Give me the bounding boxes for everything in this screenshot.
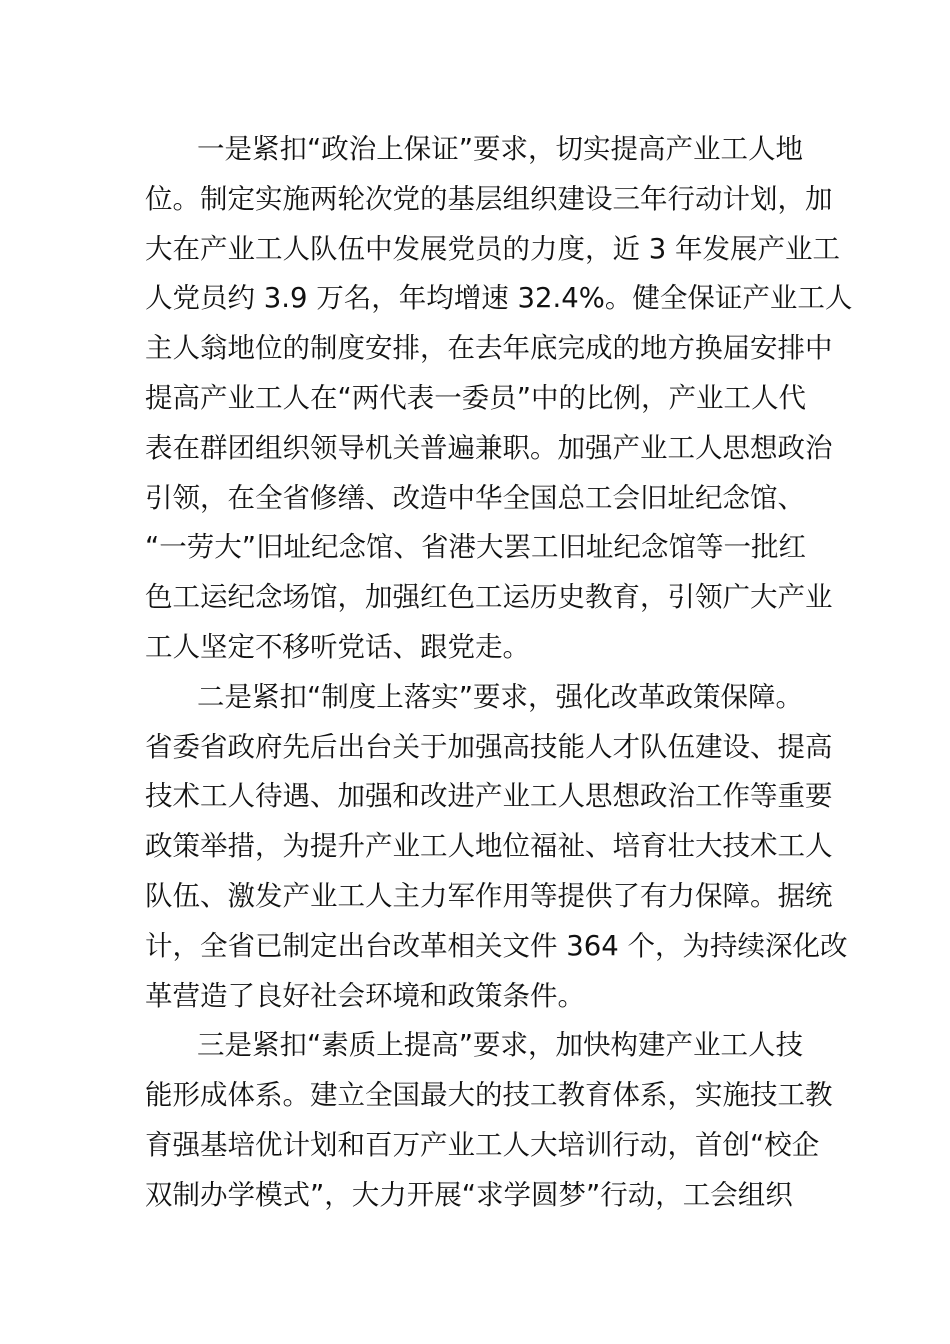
paragraph-1-line-3: 大在产业工人队伍中发展党员的力度，近 3 年发展产业工: [145, 232, 840, 265]
paragraph-3-line-2: 能形成体系。建立全国最大的技工教育体系，实施技工教: [145, 1079, 833, 1112]
document-body: [145, 125, 853, 1221]
paragraph-1-line-6: 提高产业工人在“两代表一委员”中的比例，产业工人代: [145, 381, 806, 414]
paragraph-3-line-1: 三是紧扣“素质上提高”要求，加快构建产业工人技: [197, 1029, 803, 1062]
paragraph-2-line-2: 省委省政府先后出台关于加强高技能人才队伍建设、提高: [145, 730, 833, 763]
paragraph-1-line-10: 色工运纪念场馆，加强红色工运历史教育，引领广大产业: [145, 581, 833, 614]
paragraph-1-line-11: 工人坚定不移听党话、跟党走。: [145, 630, 530, 663]
paragraph-2-line-3: 技术工人待遇、加强和改进产业工人思想政治工作等重要: [145, 780, 833, 813]
paragraph-1-line-1: 一是紧扣“政治上保证”要求，切实提高产业工人地: [197, 133, 803, 165]
paragraph-2-line-7: 革营造了良好社会环境和政策条件。: [145, 979, 585, 1012]
paragraph-2-line-6: 计，全省已制定出台改革相关文件 364 个，为持续深化改: [145, 929, 848, 962]
paragraph-2-line-5: 队伍、激发产业工人主力军作用等提供了有力保障。据统: [145, 879, 833, 912]
paragraph-1-line-4: 人党员约 3.9 万名，年均增速 32.4%。健全保证产业工人: [145, 282, 853, 315]
paragraph-3-line-4: 双制办学模式”，大力开展“求学圆梦”行动，工会组织: [145, 1178, 793, 1211]
paragraph-2-line-1: 二是紧扣“制度上落实”要求，强化改革政策保障。: [197, 680, 803, 713]
paragraph-1-line-7: 表在群团组织领导机关普遍兼职。加强产业工人思想政治: [145, 431, 833, 464]
paragraph-1-line-5: 主人翁地位的制度安排，在去年底完成的地方换届安排中: [145, 332, 833, 365]
paragraph-3-line-3: 育强基培优计划和百万产业工人大培训行动，首创“校企: [145, 1128, 820, 1161]
paragraph-1-line-9: “一劳大”旧址纪念馆、省港大罢工旧址纪念馆等一批红: [145, 531, 806, 564]
paragraph-1-line-2: 位。制定实施两轮次党的基层组织建设三年行动计划，加: [145, 182, 833, 215]
paragraph-1-line-8: 引领，在全省修缮、改造中华全国总工会旧址纪念馆、: [145, 481, 805, 514]
paragraph-2-line-4: 政策举措，为提升产业工人地位福祉、培育壮大技术工人: [145, 830, 833, 863]
